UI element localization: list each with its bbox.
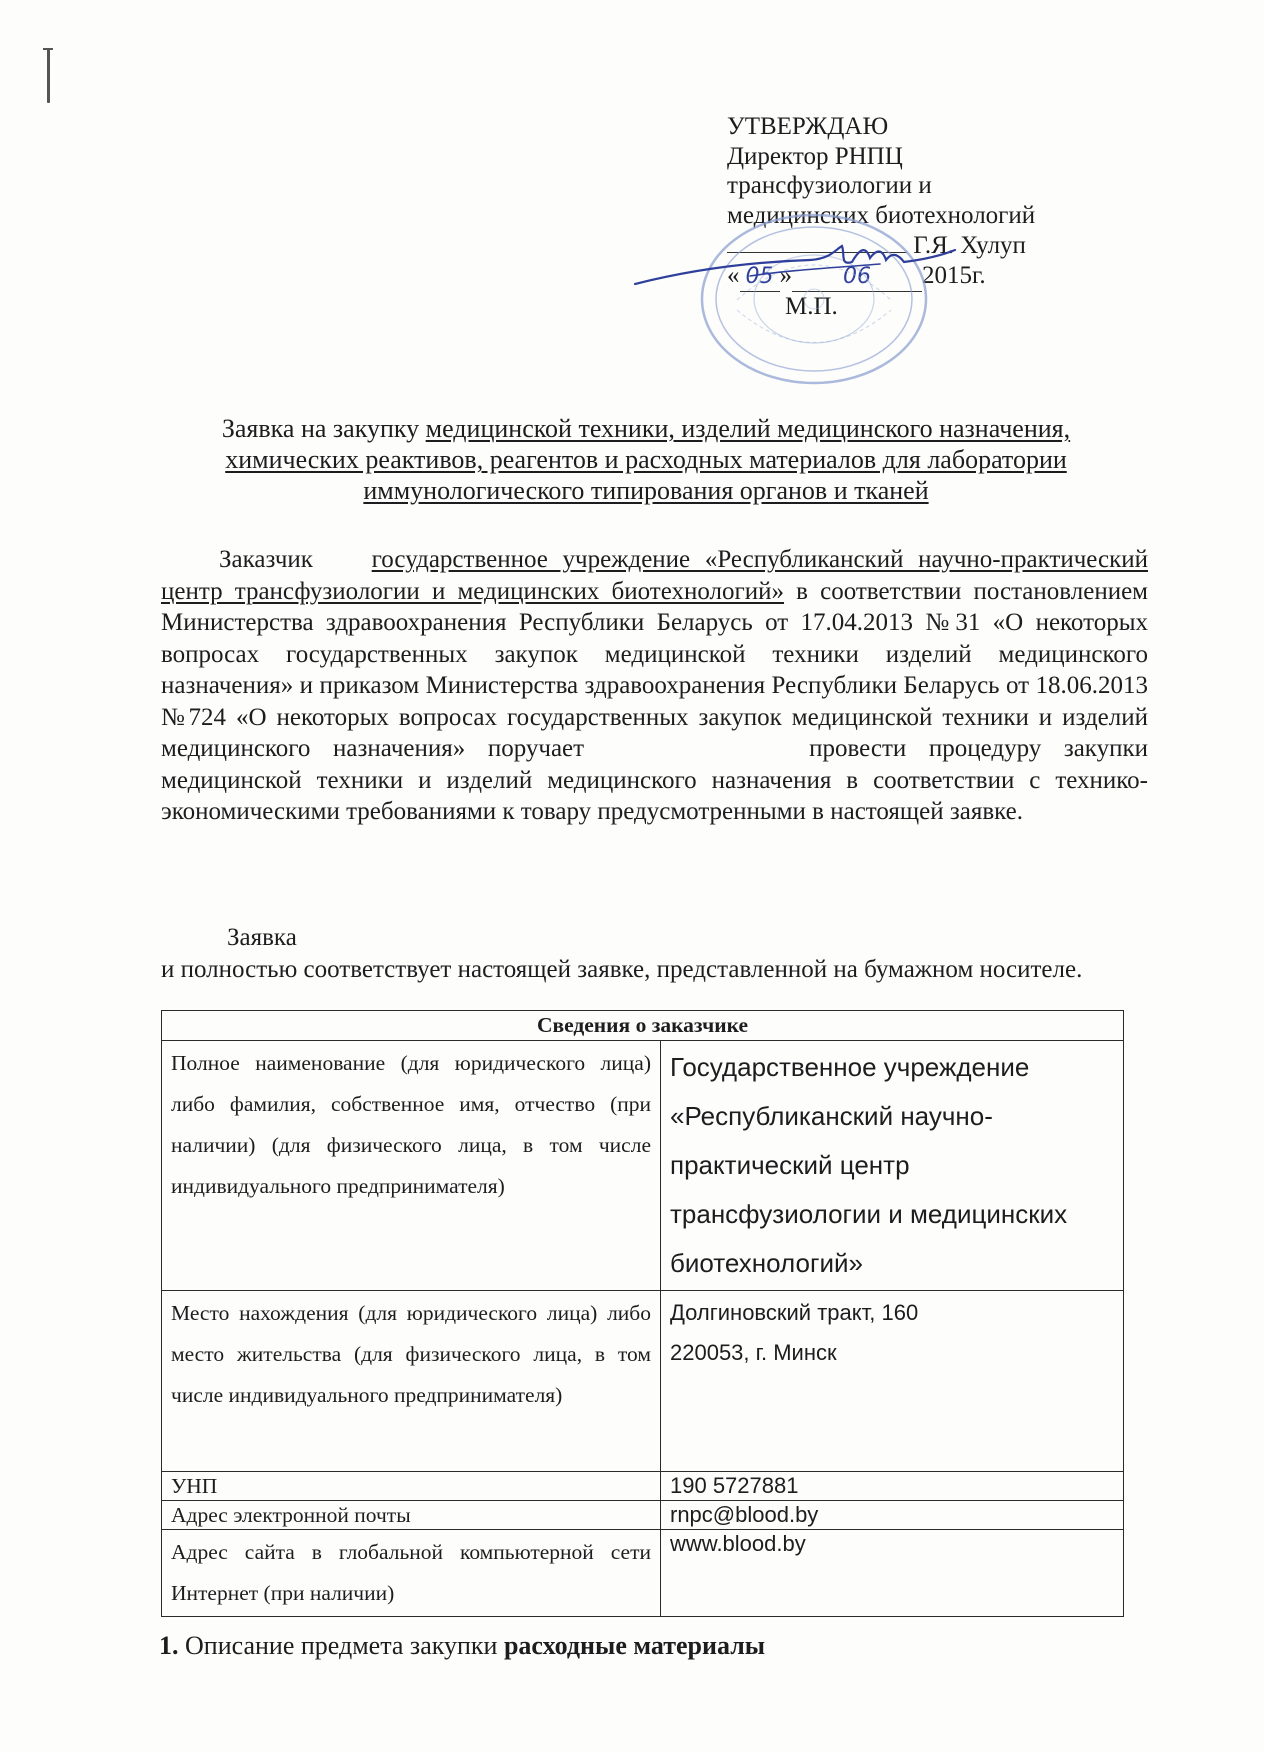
location-value: [661, 1291, 1124, 1472]
title-lead: Заявка на закупку: [221, 414, 426, 443]
table-row: [162, 1041, 1124, 1291]
scan-margin-mark: [47, 48, 50, 103]
website-label: Адрес сайта в глобальной компьютерной сети Интернет (при наличии): [162, 1530, 661, 1617]
section-text: Описание предмета закупки: [178, 1631, 504, 1660]
request-label: Заявка: [227, 924, 297, 951]
date-close-quote: »: [779, 261, 792, 289]
date-day: 05: [745, 263, 774, 289]
email-label: Адрес электронной почты: [162, 1501, 661, 1530]
table-row: [162, 1530, 1124, 1617]
full-name-line: практический центр: [670, 1150, 910, 1180]
table-row: [162, 1472, 1124, 1501]
unp-value: 190 5727881: [661, 1472, 1124, 1501]
table-header: Сведения о заказчике: [162, 1011, 1124, 1041]
email-value: rnpc@blood.by: [661, 1501, 1124, 1530]
date-open-quote: «: [727, 261, 740, 289]
approval-heading: УТВЕРЖДАЮ: [727, 113, 889, 140]
full-name-line: Государственное учреждение: [670, 1052, 1030, 1082]
title-subject-2: химических реактивов, реагентов и расходных материалов для лаборатории: [225, 445, 1067, 474]
official-seal-stamp: [697, 210, 931, 388]
section-number: 1.: [159, 1631, 179, 1660]
table-row: [162, 1291, 1124, 1472]
handwritten-signature: [630, 240, 960, 290]
assignment-paragraph: [161, 544, 1148, 828]
full-name-line: трансфузиологии и медицинских: [670, 1199, 1068, 1229]
section-heading: [159, 1631, 765, 1661]
address-street: Долгиновский тракт, 160: [670, 1300, 919, 1325]
address-city: 220053, г. Минск: [670, 1340, 837, 1365]
customer-label: Заказчик: [219, 546, 313, 573]
customer-name: государственное учреждение «Республиканский научно-практический центр трансфузиологии и медицинских биотехнологий»: [161, 546, 1149, 605]
website-value: www.blood.by: [661, 1530, 1124, 1617]
table-row: [162, 1501, 1124, 1530]
date-month: 06: [843, 263, 871, 289]
customer-info-table: [161, 1010, 1124, 1617]
assignment-text-2: провести процедуру закупки медицинской техники и изделий медицинского назначения в соответствии с технико-экономическими требованиями к товару предусмотренными в настоящей заявке.: [161, 735, 1148, 825]
approver-org-line-1: трансфузиологии и: [727, 172, 932, 199]
full-name-line: биотехнологий»: [670, 1248, 863, 1278]
full-name-label: Полное наименование (для юридического лица) либо фамилия, собственное имя, отчество (при наличии) (для физического лица, в том числе индивидуального предпринимателя): [162, 1041, 661, 1291]
full-name-line: «Республиканский научно-: [670, 1101, 993, 1131]
date-year: 2015г.: [922, 261, 986, 289]
assignment-text-1: в соответствии постановлением Министерства здравоохранения Республики Беларусь от 17.04.2013 №31 «О некоторых вопросах государственных закупок медицинской техники изделий медицинского назначения» и приказом Министерства здравоохранения Республики Беларусь от 18.06.2013 №724 «О некоторых вопросах государственных закупок медицинской техники и изделий медицинского назначения» поручает: [161, 577, 1149, 762]
document-title: [160, 413, 1132, 506]
seal-label: М.П.: [785, 293, 838, 320]
title-subject-1: медицинской техники, изделий медицинского назначения,: [425, 414, 1071, 443]
request-paragraph: [161, 922, 1148, 986]
unp-label: УНП: [162, 1472, 661, 1501]
request-text: и полностью соответствует настоящей заявке, представленной на бумажном носителе.: [161, 956, 1083, 983]
approver-org-line-2: медицинских биотехнологий: [727, 201, 1036, 229]
signer-name: Г.Я. Хулуп: [913, 232, 1026, 259]
full-name-value: [661, 1041, 1124, 1291]
location-label: Место нахождения (для юридического лица) либо место жительства (для физического лица, в том числе индивидуального предпринимателя): [162, 1291, 661, 1472]
title-subject-3: иммунологического типирования органов и тканей: [363, 476, 929, 505]
section-subject: расходные материалы: [503, 1631, 766, 1660]
approver-position: Директор РНПЦ: [727, 142, 903, 170]
